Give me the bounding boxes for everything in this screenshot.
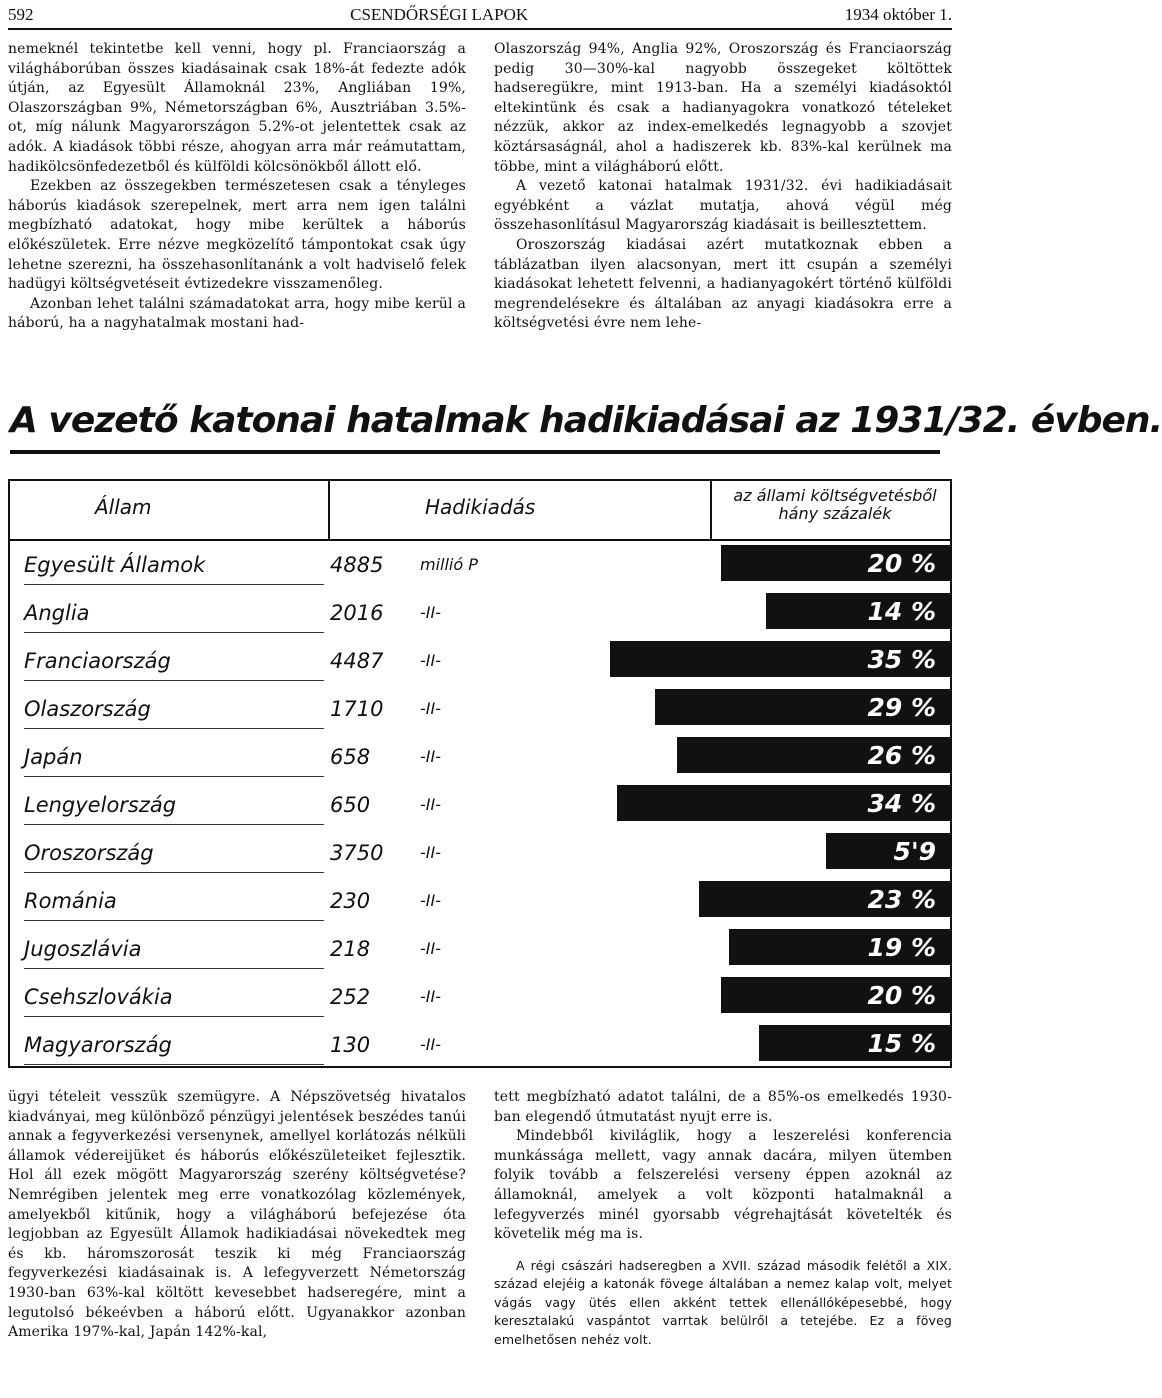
unit-label: -II-	[420, 891, 441, 910]
page-header	[8, 2, 952, 30]
expenditure-value: 1710	[330, 697, 384, 721]
country-label: Japán	[24, 745, 83, 769]
paragraph: A vezető katonai hatalmak 1931/32. évi hadikiadásait egyébként a vázlat mutatja, ahová végül még összehasonlításul Magyarország kiadásait is beillesztettem.	[494, 178, 952, 234]
unit-label: -II-	[420, 747, 441, 766]
chart-row	[10, 733, 950, 781]
percent-bar	[610, 641, 950, 677]
percent-label: 20 %	[867, 980, 936, 1010]
header-state: Állam	[95, 495, 152, 519]
percent-bar	[677, 737, 950, 773]
percent-bar	[655, 689, 950, 725]
country-label: Franciaország	[24, 649, 171, 673]
percent-label: 20 %	[867, 548, 936, 578]
header-percent: az állami költségvetésből hány százalék	[733, 486, 937, 523]
issue-date: 1934 október 1.	[844, 5, 952, 24]
header-divider	[328, 481, 330, 539]
unit-label: -II-	[420, 1035, 441, 1054]
footnote: A régi császári hadseregben a XVII. század második felétől a XIX. század elejéig a katonák fövege általában a nemez kalap volt, melyet vágás vagy ütés ellen akként tettek ellenállóképesebbé, hogy keresztalakú vaspántot varrtak belülről a tetejébe. Ez a föveg emelhetősen nehéz volt.	[494, 1257, 952, 1347]
journal-title: CSENDŐRSÉGI LAPOK	[350, 5, 529, 24]
unit-label: -II-	[420, 843, 441, 862]
percent-bar	[766, 593, 950, 629]
unit-label: -II-	[420, 603, 441, 622]
bottom-text-columns	[8, 1088, 952, 1393]
percent-label: 26 %	[867, 740, 936, 770]
expenditure-value: 2016	[330, 601, 384, 625]
country-label: Egyesült Államok	[24, 553, 206, 577]
percent-label: 29 %	[867, 692, 936, 722]
bottom-right-column	[494, 1088, 952, 1393]
chart-row	[10, 1021, 950, 1069]
chart-row	[10, 685, 950, 733]
percent-label: 35 %	[867, 644, 936, 674]
country-label: Lengyelország	[24, 793, 177, 817]
unit-label: millió P	[420, 555, 478, 574]
expenditure-chart	[8, 479, 952, 1068]
percent-label: 19 %	[867, 932, 936, 962]
row-rule	[24, 920, 324, 921]
country-label: Jugoszlávia	[24, 937, 142, 961]
percent-label: 15 %	[867, 1028, 936, 1058]
row-rule	[24, 632, 324, 633]
chart-row	[10, 877, 950, 925]
expenditure-value: 4885	[330, 553, 384, 577]
page-number: 592	[8, 5, 34, 24]
country-label: Oroszország	[24, 841, 154, 865]
percent-bar	[826, 833, 950, 869]
percent-label: 14 %	[867, 596, 936, 626]
row-rule	[24, 968, 324, 969]
percent-bar	[759, 1025, 950, 1061]
paragraph: nemeknél tekintetbe kell venni, hogy pl. Franciaország a világháborúban összes kiadásainak csak 18%-át fedezte adók útján, az Egyesült Államoknál 23%, Angliában 19%, Olaszországban 9%, Németországban 6%, Ausztriában 3.5%-ot, míg nálunk Magyarországon 5.2%-ot jelentettek csak az adók. A kiadások többi része, ahogyan arra már reámutattam, hadikölcsönfedezetből és külföldi kölcsönökből állott elő.	[8, 41, 466, 175]
unit-label: -II-	[420, 795, 441, 814]
paragraph: Olaszország 94%, Anglia 92%, Oroszország és Franciaország pedig 30—30%-kal nagyobb összegeket költöttek hadseregükre, mint 1913-ban. Ha a személyi kiadásoktól eltekintünk és csak a hadianyagokra vonatkozó tételeket nézzük, akkor az index-emelkedés legnagyobb a szovjet köztársaságnál, ahol a hadiszerek kb. 83%-kal kerülnek ma többe, mint a világháború előtt.	[494, 41, 952, 175]
paragraph: Oroszország kiadásai azért mutatkoznak ebben a táblázatban ilyen alacsonyan, mert itt csupán a személyi kiadásokat lehetett felvenni, a hadianyagokért történő külföldi megrendelésekre és általában az anyagi kiadásokra erre a költségvetési évre nem lehe-	[494, 236, 952, 332]
percent-label: 23 %	[867, 884, 936, 914]
expenditure-value: 3750	[330, 841, 384, 865]
country-label: Románia	[24, 889, 117, 913]
paragraph: ügyi tételeit vesszük szemügyre. A Népszövetség hivatalos kiadványai, meg különböző pénzügyi jelentések beszédes tanúi annak a fegyverkezési versenynek, amellyel korlátozás nélküli államok védereijüket és háborús előkészületeiket fejlesztik. Hol áll ezek mögött Magyarország szerény költségvetése? Nemrégiben jelentek meg erre vonatkozólag közlemények, amelyekből kitűnik, hogy a világháború befejezése óta legjobban az Egyesült Államok hadikiadásai növekedtek meg és kb. háromszorosát teszik ki még Franciaország fegyverkezési kiadásainak is. A lefegyverzett Németország 1930-ban 63%-kal költött kevesebbet hadseregére, mint a legutolsó békeévben a háború előtt. Ugyanakkor azonban Amerika 197%-kal, Japán 142%-kal,	[8, 1089, 466, 1341]
chart-row	[10, 829, 950, 877]
chart-row	[10, 589, 950, 637]
chart-row	[10, 541, 950, 589]
row-rule	[24, 776, 324, 777]
unit-label: -II-	[420, 699, 441, 718]
chart-row	[10, 925, 950, 973]
expenditure-value: 130	[330, 1033, 371, 1057]
percent-bar	[721, 545, 950, 581]
expenditure-value: 650	[330, 793, 371, 817]
row-rule	[24, 1016, 324, 1017]
row-rule	[24, 680, 324, 681]
chart-row	[10, 781, 950, 829]
unit-label: -II-	[420, 939, 441, 958]
percent-bar	[729, 929, 950, 965]
top-text-columns	[8, 40, 952, 380]
expenditure-value: 4487	[330, 649, 384, 673]
paragraph: Azonban lehet találni számadatokat arra, hogy mibe kerül a háború, ha a nagyhatalmak mostani had-	[8, 295, 466, 332]
chart-row	[10, 637, 950, 685]
chart-row	[10, 973, 950, 1021]
row-rule	[24, 728, 324, 729]
header-expenditure: Hadikiadás	[425, 495, 536, 519]
header-divider	[710, 481, 712, 539]
bottom-left-column	[8, 1088, 466, 1393]
row-rule	[24, 872, 324, 873]
country-label: Magyarország	[24, 1033, 172, 1057]
paragraph: Ezekben az összegekben természetesen csak a tényleges háborús kiadások szerepelnek, mert arra nem igen találni megbízható adatokat, hogy mibe kerültek a háborús előkészületek. Erre nézve megközelítő támpontokat csak úgy lehetne szerezni, ha összehasonlítanánk a volt hadviselő felek hadügyi költségvetéseit évtizedekre visszamenőleg.	[8, 178, 466, 293]
country-label: Anglia	[24, 601, 90, 625]
top-right-column	[494, 40, 952, 380]
country-label: Olaszország	[24, 697, 151, 721]
expenditure-value: 658	[330, 745, 371, 769]
unit-label: -II-	[420, 651, 441, 670]
country-label: Csehszlovákia	[24, 985, 173, 1009]
row-rule	[24, 1064, 324, 1065]
chart-title: A vezető katonai hatalmak hadikiadásai az 1931/32. évben.	[10, 396, 940, 454]
paragraph: tett megbízható adatot találni, de a 85%-os emelkedés 1930-ban elegendő útmutatást nyujt erre is.	[494, 1089, 952, 1125]
percent-bar	[699, 881, 950, 917]
percent-label: 5'9	[893, 836, 936, 866]
top-left-column	[8, 40, 466, 380]
unit-label: -II-	[420, 987, 441, 1006]
percent-bar	[721, 977, 950, 1013]
expenditure-value: 230	[330, 889, 371, 913]
chart-header	[10, 481, 950, 541]
expenditure-value: 252	[330, 985, 371, 1009]
expenditure-value: 218	[330, 937, 371, 961]
percent-label: 34 %	[867, 788, 936, 818]
percent-bar	[617, 785, 950, 821]
paragraph: Mindebből kiviláglik, hogy a leszerelési konferencia munkássága mellett, vagy annak dacára, milyen ütemben folyik tovább a felszerelési verseny éppen azoknál az államoknál, amelyek a volt központi hatalmaknál a lefegyverzés minél gyorsabb végrehajtását követelték és követelik még ma is.	[494, 1128, 952, 1243]
row-rule	[24, 584, 324, 585]
row-rule	[24, 824, 324, 825]
